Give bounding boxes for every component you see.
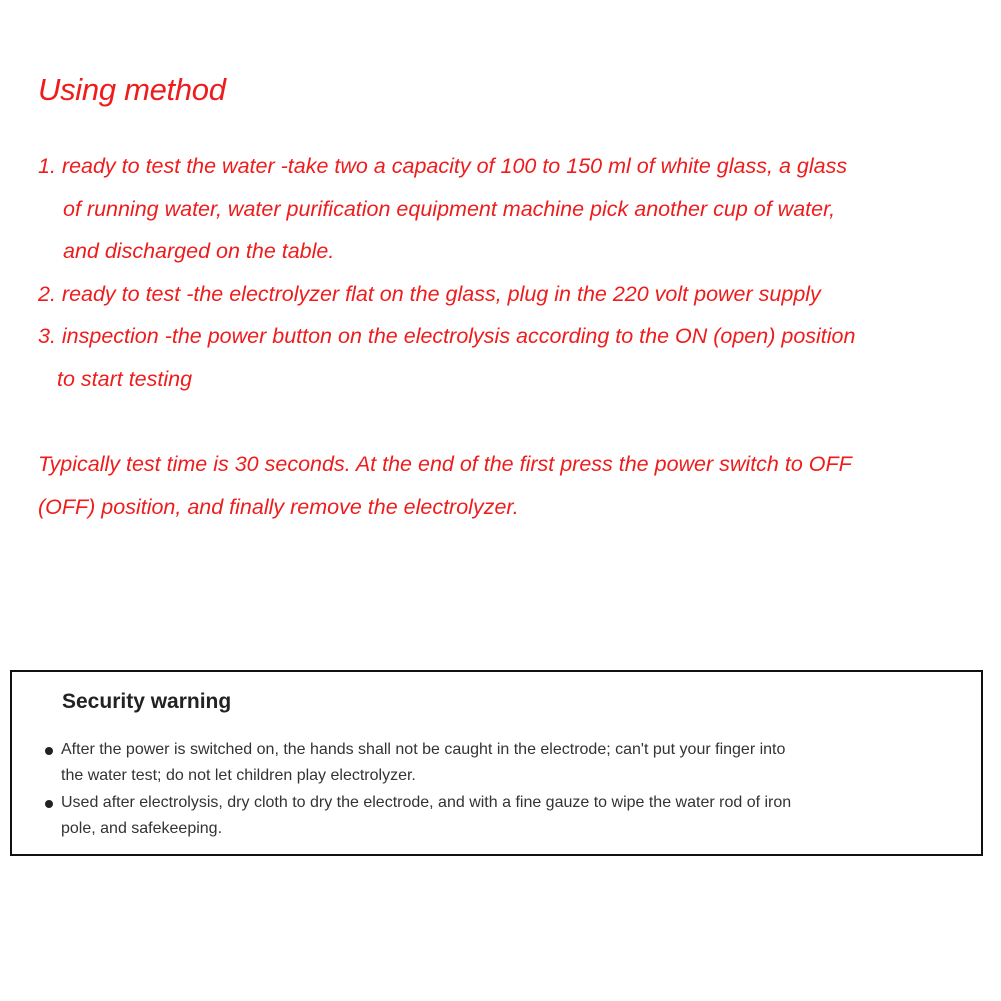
warning-1-line-1: After the power is switched on, the hands shall not be caught in the electrode; can't put your finger into — [61, 741, 786, 758]
warning-2-line-2: pole, and safekeeping. — [61, 820, 223, 837]
bullet-icon — [45, 747, 53, 755]
bullet-icon — [45, 800, 53, 808]
step-1-line-3: and discharged on the table. — [63, 239, 335, 263]
security-warning-box — [10, 670, 983, 856]
security-warning-title: Security warning — [62, 690, 232, 713]
note-line-1: Typically test time is 30 seconds. At the end of the first press the power switch to OFF — [38, 452, 852, 476]
warning-2-line-1: Used after electrolysis, dry cloth to dry the electrode, and with a fine gauze to wipe the water rod of iron — [61, 794, 792, 811]
warning-1-line-2: the water test; do not let children play electrolyzer. — [61, 767, 416, 784]
step-1-line-1: 1. ready to test the water -take two a capacity of 100 to 150 ml of white glass, a glass — [38, 154, 848, 178]
step-2-line-1: 2. ready to test -the electrolyzer flat on the glass, plug in the 220 volt power supply — [38, 282, 821, 306]
step-1-line-2: of running water, water purification equipment machine pick another cup of water, — [63, 197, 836, 221]
using-method-title: Using method — [38, 72, 226, 107]
step-3-line-1: 3. inspection -the power button on the electrolysis according to the ON (open) position — [38, 324, 856, 348]
step-3-line-2: to start testing — [57, 367, 193, 391]
note-line-2: (OFF) position, and finally remove the electrolyzer. — [38, 495, 519, 519]
